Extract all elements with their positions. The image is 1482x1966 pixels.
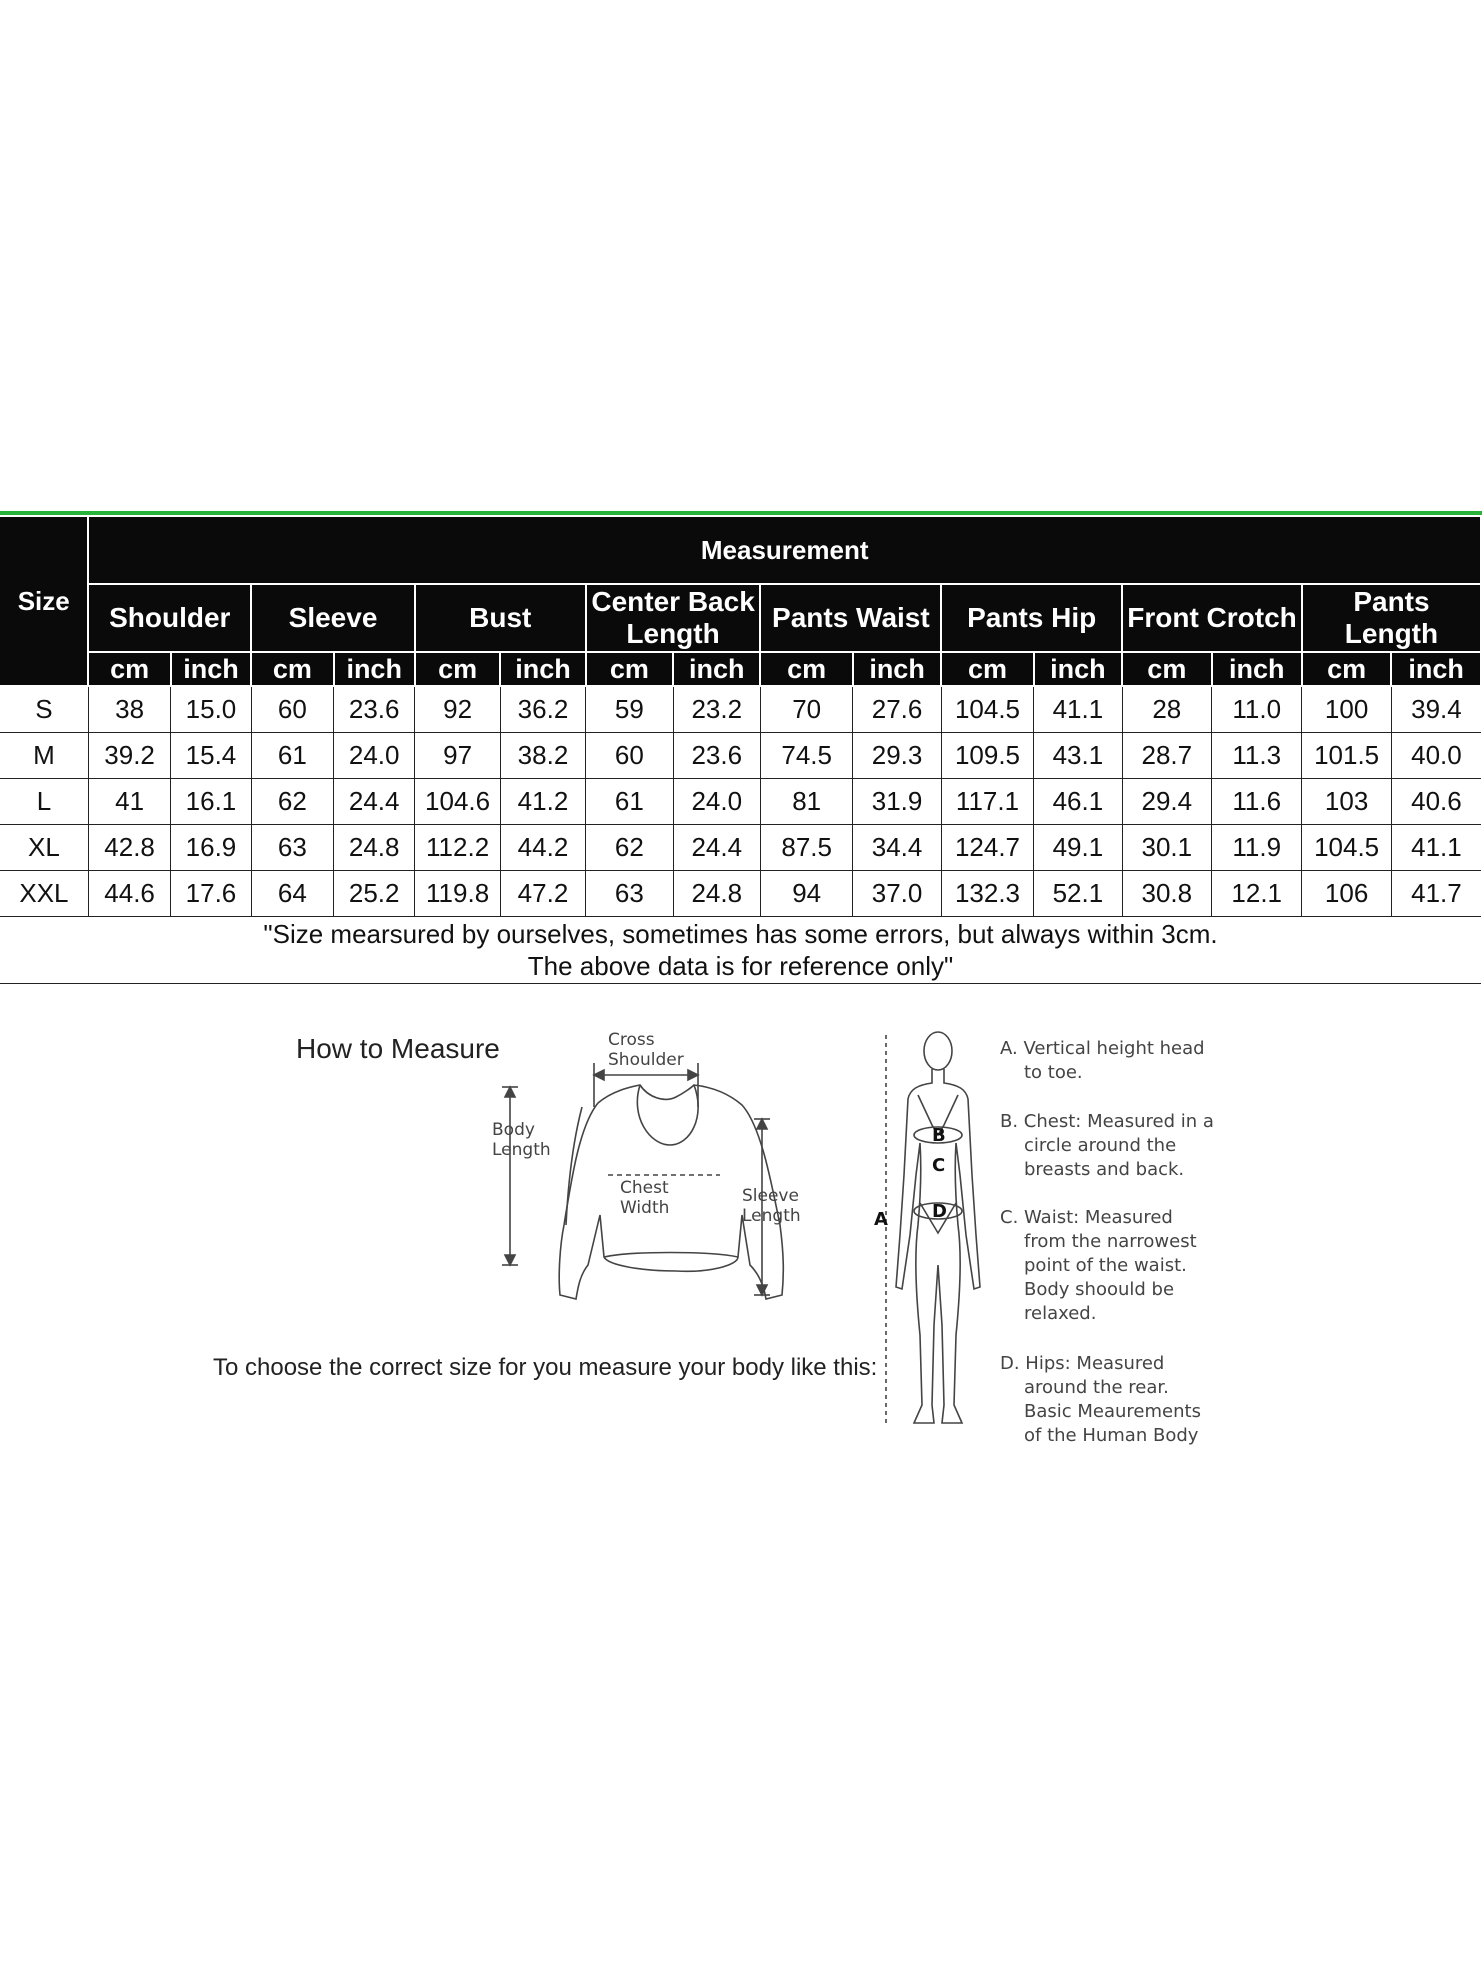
category-header: Bust bbox=[415, 584, 586, 652]
value-cell: 62 bbox=[251, 779, 333, 825]
value-cell: 15.4 bbox=[171, 733, 251, 779]
size-cell: S bbox=[0, 686, 88, 733]
value-cell: 101.5 bbox=[1302, 733, 1391, 779]
value-cell: 39.2 bbox=[88, 733, 170, 779]
value-cell: 117.1 bbox=[941, 779, 1033, 825]
value-cell: 100 bbox=[1302, 686, 1391, 733]
size-cell: L bbox=[0, 779, 88, 825]
unit-header: inch bbox=[1212, 652, 1302, 686]
value-cell: 40.0 bbox=[1391, 733, 1481, 779]
category-header: Sleeve bbox=[251, 584, 415, 652]
chest-width-label-2: Width bbox=[620, 1198, 670, 1218]
unit-header: inch bbox=[334, 652, 415, 686]
value-cell: 63 bbox=[251, 825, 333, 871]
marker-d: D bbox=[932, 1201, 947, 1222]
value-cell: 94 bbox=[760, 871, 852, 917]
note-line-2: The above data is for reference only" bbox=[527, 951, 954, 981]
size-table-body bbox=[0, 686, 1481, 917]
value-cell: 24.8 bbox=[673, 871, 760, 917]
unit-header: cm bbox=[88, 652, 170, 686]
value-cell: 27.6 bbox=[853, 686, 941, 733]
how-to-measure-title: How to Measure bbox=[296, 1033, 500, 1064]
marker-b: B bbox=[932, 1125, 946, 1146]
value-cell: 36.2 bbox=[500, 686, 585, 733]
marker-a: A bbox=[874, 1209, 888, 1230]
body-length-label-1: Body bbox=[492, 1120, 535, 1140]
legend-b-line: B. Chest: Measured in a bbox=[1000, 1111, 1214, 1132]
value-cell: 29.4 bbox=[1122, 779, 1211, 825]
category-header: Shoulder bbox=[88, 584, 251, 652]
unit-header: inch bbox=[673, 652, 760, 686]
value-cell: 24.8 bbox=[334, 825, 415, 871]
value-cell: 24.0 bbox=[334, 733, 415, 779]
table-row bbox=[0, 871, 1481, 917]
legend-d bbox=[1000, 1352, 1201, 1448]
unit-header: cm bbox=[760, 652, 852, 686]
value-cell: 11.3 bbox=[1212, 733, 1302, 779]
unit-header: inch bbox=[853, 652, 941, 686]
sweater-measure-diagram bbox=[480, 1025, 820, 1315]
value-cell: 40.6 bbox=[1391, 779, 1481, 825]
value-cell: 44.2 bbox=[500, 825, 585, 871]
category-header: Pants Waist bbox=[760, 584, 941, 652]
value-cell: 104.5 bbox=[1302, 825, 1391, 871]
instruction-text: To choose the correct size for you measure your body like this: bbox=[213, 1354, 878, 1381]
value-cell: 74.5 bbox=[760, 733, 852, 779]
value-cell: 41.2 bbox=[500, 779, 585, 825]
table-note bbox=[0, 917, 1481, 984]
unit-header: cm bbox=[251, 652, 333, 686]
size-cell: M bbox=[0, 733, 88, 779]
value-cell: 109.5 bbox=[941, 733, 1033, 779]
cross-shoulder-label-2: Shoulder bbox=[608, 1050, 684, 1070]
value-cell: 41 bbox=[88, 779, 170, 825]
unit-header: inch bbox=[1391, 652, 1481, 686]
value-cell: 24.4 bbox=[673, 825, 760, 871]
size-table bbox=[0, 515, 1482, 984]
legend-b bbox=[1000, 1110, 1214, 1182]
category-header: Center Back Length bbox=[586, 584, 761, 652]
value-cell: 60 bbox=[586, 733, 673, 779]
value-cell: 46.1 bbox=[1034, 779, 1122, 825]
value-cell: 60 bbox=[251, 686, 333, 733]
legend-c-line: from the narrowest bbox=[1024, 1231, 1197, 1252]
table-row bbox=[0, 733, 1481, 779]
category-header-row bbox=[0, 584, 1481, 652]
value-cell: 124.7 bbox=[941, 825, 1033, 871]
legend-a-line: to toe. bbox=[1024, 1062, 1083, 1083]
value-cell: 41.7 bbox=[1391, 871, 1481, 917]
legend-a bbox=[1000, 1037, 1205, 1085]
table-row bbox=[0, 686, 1481, 733]
category-header: Pants Hip bbox=[941, 584, 1122, 652]
value-cell: 103 bbox=[1302, 779, 1391, 825]
legend-c bbox=[1000, 1206, 1197, 1326]
unit-header: cm bbox=[1122, 652, 1211, 686]
body-length-label-2: Length bbox=[492, 1140, 551, 1160]
unit-header: inch bbox=[500, 652, 585, 686]
legend-c-line: C. Waist: Measured bbox=[1000, 1207, 1173, 1228]
value-cell: 47.2 bbox=[500, 871, 585, 917]
legend-d-line: of the Human Body bbox=[1024, 1425, 1199, 1446]
value-cell: 17.6 bbox=[171, 871, 251, 917]
value-cell: 23.2 bbox=[673, 686, 760, 733]
value-cell: 92 bbox=[415, 686, 500, 733]
value-cell: 28 bbox=[1122, 686, 1211, 733]
table-row bbox=[0, 825, 1481, 871]
value-cell: 112.2 bbox=[415, 825, 500, 871]
value-cell: 16.9 bbox=[171, 825, 251, 871]
value-cell: 12.1 bbox=[1212, 871, 1302, 917]
value-cell: 81 bbox=[760, 779, 852, 825]
value-cell: 61 bbox=[586, 779, 673, 825]
value-cell: 30.8 bbox=[1122, 871, 1211, 917]
unit-header: cm bbox=[1302, 652, 1391, 686]
value-cell: 38.2 bbox=[500, 733, 585, 779]
note-line-1: "Size mearsured by ourselves, sometimes has some errors, but always within 3cm. bbox=[263, 919, 1218, 949]
value-cell: 11.9 bbox=[1212, 825, 1302, 871]
neckline bbox=[637, 1085, 698, 1145]
legend-b-line: circle around the bbox=[1024, 1135, 1177, 1156]
legend-c-line: point of the waist. bbox=[1024, 1255, 1187, 1276]
value-cell: 61 bbox=[251, 733, 333, 779]
legend-a-line: A. Vertical height head bbox=[1000, 1038, 1205, 1059]
legend-d-line: D. Hips: Measured bbox=[1000, 1353, 1165, 1374]
measurement-header: Measurement bbox=[88, 516, 1481, 584]
value-cell: 30.1 bbox=[1122, 825, 1211, 871]
body-outline bbox=[896, 1069, 980, 1423]
value-cell: 52.1 bbox=[1034, 871, 1122, 917]
value-cell: 29.3 bbox=[853, 733, 941, 779]
chest-width-label-1: Chest bbox=[620, 1178, 669, 1198]
legend-d-line: Basic Meaurements bbox=[1024, 1401, 1201, 1422]
value-cell: 23.6 bbox=[673, 733, 760, 779]
value-cell: 28.7 bbox=[1122, 733, 1211, 779]
value-cell: 44.6 bbox=[88, 871, 170, 917]
unit-header: cm bbox=[941, 652, 1033, 686]
category-header: Pants Length bbox=[1302, 584, 1481, 652]
sleeve-length-label-1: Sleeve bbox=[742, 1186, 799, 1206]
value-cell: 63 bbox=[586, 871, 673, 917]
value-cell: 41.1 bbox=[1034, 686, 1122, 733]
value-cell: 24.4 bbox=[334, 779, 415, 825]
unit-header: inch bbox=[171, 652, 251, 686]
unit-header: cm bbox=[586, 652, 673, 686]
value-cell: 87.5 bbox=[760, 825, 852, 871]
unit-header: cm bbox=[415, 652, 500, 686]
value-cell: 11.6 bbox=[1212, 779, 1302, 825]
size-cell: XL bbox=[0, 825, 88, 871]
value-cell: 23.6 bbox=[334, 686, 415, 733]
table-row bbox=[0, 779, 1481, 825]
value-cell: 104.6 bbox=[415, 779, 500, 825]
size-cell: XXL bbox=[0, 871, 88, 917]
legend-b-line: breasts and back. bbox=[1024, 1159, 1185, 1180]
value-cell: 39.4 bbox=[1391, 686, 1481, 733]
legend-c-line: relaxed. bbox=[1024, 1303, 1097, 1324]
size-chart bbox=[0, 511, 1482, 984]
legend-d-line: around the rear. bbox=[1024, 1377, 1169, 1398]
unit-header-row bbox=[0, 652, 1481, 686]
value-cell: 132.3 bbox=[941, 871, 1033, 917]
category-header: Front Crotch bbox=[1122, 584, 1302, 652]
value-cell: 106 bbox=[1302, 871, 1391, 917]
cross-shoulder-label-1: Cross bbox=[608, 1030, 655, 1050]
legend-c-line: Body shoould be bbox=[1024, 1279, 1175, 1300]
size-header: Size bbox=[0, 516, 88, 686]
value-cell: 41.1 bbox=[1391, 825, 1481, 871]
body-measure-diagram bbox=[870, 1025, 990, 1435]
marker-c: C bbox=[932, 1155, 946, 1176]
value-cell: 119.8 bbox=[415, 871, 500, 917]
sleeve-length-label-2: Length bbox=[742, 1206, 801, 1226]
value-cell: 15.0 bbox=[171, 686, 251, 733]
value-cell: 16.1 bbox=[171, 779, 251, 825]
value-cell: 59 bbox=[586, 686, 673, 733]
unit-header: inch bbox=[1034, 652, 1122, 686]
value-cell: 62 bbox=[586, 825, 673, 871]
value-cell: 38 bbox=[88, 686, 170, 733]
value-cell: 24.0 bbox=[673, 779, 760, 825]
value-cell: 104.5 bbox=[941, 686, 1033, 733]
value-cell: 31.9 bbox=[853, 779, 941, 825]
value-cell: 97 bbox=[415, 733, 500, 779]
value-cell: 25.2 bbox=[334, 871, 415, 917]
value-cell: 70 bbox=[760, 686, 852, 733]
value-cell: 11.0 bbox=[1212, 686, 1302, 733]
value-cell: 64 bbox=[251, 871, 333, 917]
value-cell: 43.1 bbox=[1034, 733, 1122, 779]
head-outline bbox=[924, 1032, 952, 1070]
value-cell: 49.1 bbox=[1034, 825, 1122, 871]
value-cell: 37.0 bbox=[853, 871, 941, 917]
value-cell: 34.4 bbox=[853, 825, 941, 871]
value-cell: 42.8 bbox=[88, 825, 170, 871]
